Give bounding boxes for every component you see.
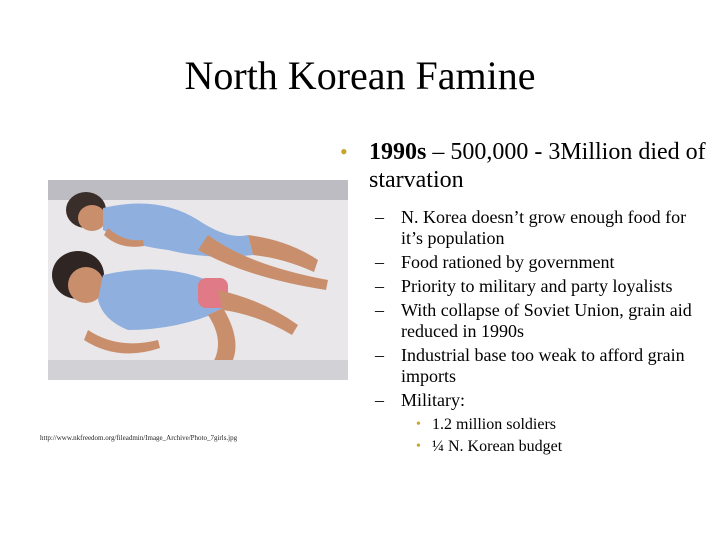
slide-title: North Korean Famine xyxy=(184,53,536,98)
dash-icon: – xyxy=(375,207,384,227)
subbullet-item: – N. Korea doesn’t grow enough food for it’s population xyxy=(375,207,687,248)
military-list xyxy=(340,414,710,458)
subbullet-item: – Industrial base too weak to afford grain imports xyxy=(375,345,685,386)
famine-photo-image xyxy=(48,180,348,380)
subbullet-item: – Priority to military and party loyalists xyxy=(375,276,673,296)
bullet-list xyxy=(340,138,710,458)
dash-icon: – xyxy=(375,276,384,296)
main-bullet-text: – 500,000 - 3Million died of starvation xyxy=(369,139,706,193)
military-item: • 1.2 million soldiers xyxy=(340,414,710,436)
dash-icon: – xyxy=(375,345,384,365)
bullet-dot-icon: • xyxy=(340,139,348,164)
bullet-dot-icon: • xyxy=(416,417,421,432)
photo-caption: http://www.nkfreedom.org/fileadmin/Image_Archive/Photo_7girls.jpg xyxy=(40,434,238,442)
dash-icon: – xyxy=(375,390,384,410)
subbullet-item: – With collapse of Soviet Union, grain aid reduced in 1990s xyxy=(375,300,692,341)
main-bullet-bold: 1990s xyxy=(369,139,427,165)
main-bullet xyxy=(340,138,710,194)
bullet-dot-icon: • xyxy=(416,439,421,454)
subbullet-item: – Food rationed by government xyxy=(375,252,615,272)
military-item: • ¼ N. Korean budget xyxy=(340,436,710,458)
famine-photo xyxy=(48,180,348,380)
dash-icon: – xyxy=(375,300,384,320)
subbullet-list xyxy=(340,207,710,458)
dash-icon: – xyxy=(375,252,384,272)
subbullet-item: – Military: xyxy=(375,390,465,410)
